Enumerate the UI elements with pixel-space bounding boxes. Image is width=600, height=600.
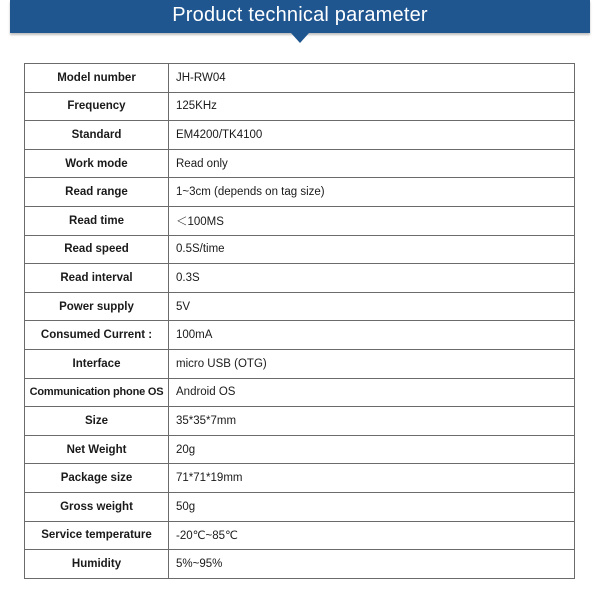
parameter-label: Package size [25,464,169,493]
page-title: Product technical parameter [172,4,428,26]
table-row [25,407,575,436]
parameter-label: Communication phone OS [25,378,169,407]
table-row [25,464,575,493]
table-row [25,321,575,350]
parameter-label: Service temperature [25,521,169,550]
parameter-label: Read speed [25,235,169,264]
table-row [25,521,575,550]
parameter-value: EM4200/TK4100 [169,121,575,150]
parameter-value: 1~3cm (depends on tag size) [169,178,575,207]
table-row [25,292,575,321]
parameter-value: Android OS [169,378,575,407]
table-row [25,235,575,264]
table-row [25,178,575,207]
table-row [25,492,575,521]
table-row [25,550,575,579]
table-row [25,92,575,121]
parameter-value: micro USB (OTG) [169,349,575,378]
parameter-label: Power supply [25,292,169,321]
parameter-table [24,63,575,579]
parameter-label: Net Weight [25,435,169,464]
parameter-value: ＜100MS [169,206,575,235]
parameter-value: 125KHz [169,92,575,121]
parameter-value: 50g [169,492,575,521]
parameter-label: Consumed Current : [25,321,169,350]
table-row [25,378,575,407]
table-row [25,149,575,178]
parameter-value: 20g [169,435,575,464]
parameter-label: Read time [25,206,169,235]
parameter-label: Gross weight [25,492,169,521]
parameter-value: 100mA [169,321,575,350]
table-row [25,64,575,93]
parameter-value: 5V [169,292,575,321]
parameter-label: Humidity [25,550,169,579]
parameter-value: Read only [169,149,575,178]
table-row [25,349,575,378]
parameter-label: Work mode [25,149,169,178]
parameter-label: Read range [25,178,169,207]
table-row [25,206,575,235]
table-row [25,435,575,464]
table-row [25,264,575,293]
parameter-value: -20℃~85℃ [169,521,575,550]
parameter-value: 0.3S [169,264,575,293]
parameter-label: Size [25,407,169,436]
parameter-value: 71*71*19mm [169,464,575,493]
parameter-label: Standard [25,121,169,150]
parameter-value: 35*35*7mm [169,407,575,436]
parameter-label: Read interval [25,264,169,293]
parameter-value: 0.5S/time [169,235,575,264]
parameter-value: 5%~95% [169,550,575,579]
parameter-table-body [25,64,575,579]
banner-pointer-arrow [291,33,309,43]
parameter-value: JH-RW04 [169,64,575,93]
parameter-label: Interface [25,349,169,378]
table-row [25,121,575,150]
header-banner [10,0,590,33]
parameter-label: Model number [25,64,169,93]
parameter-label: Frequency [25,92,169,121]
